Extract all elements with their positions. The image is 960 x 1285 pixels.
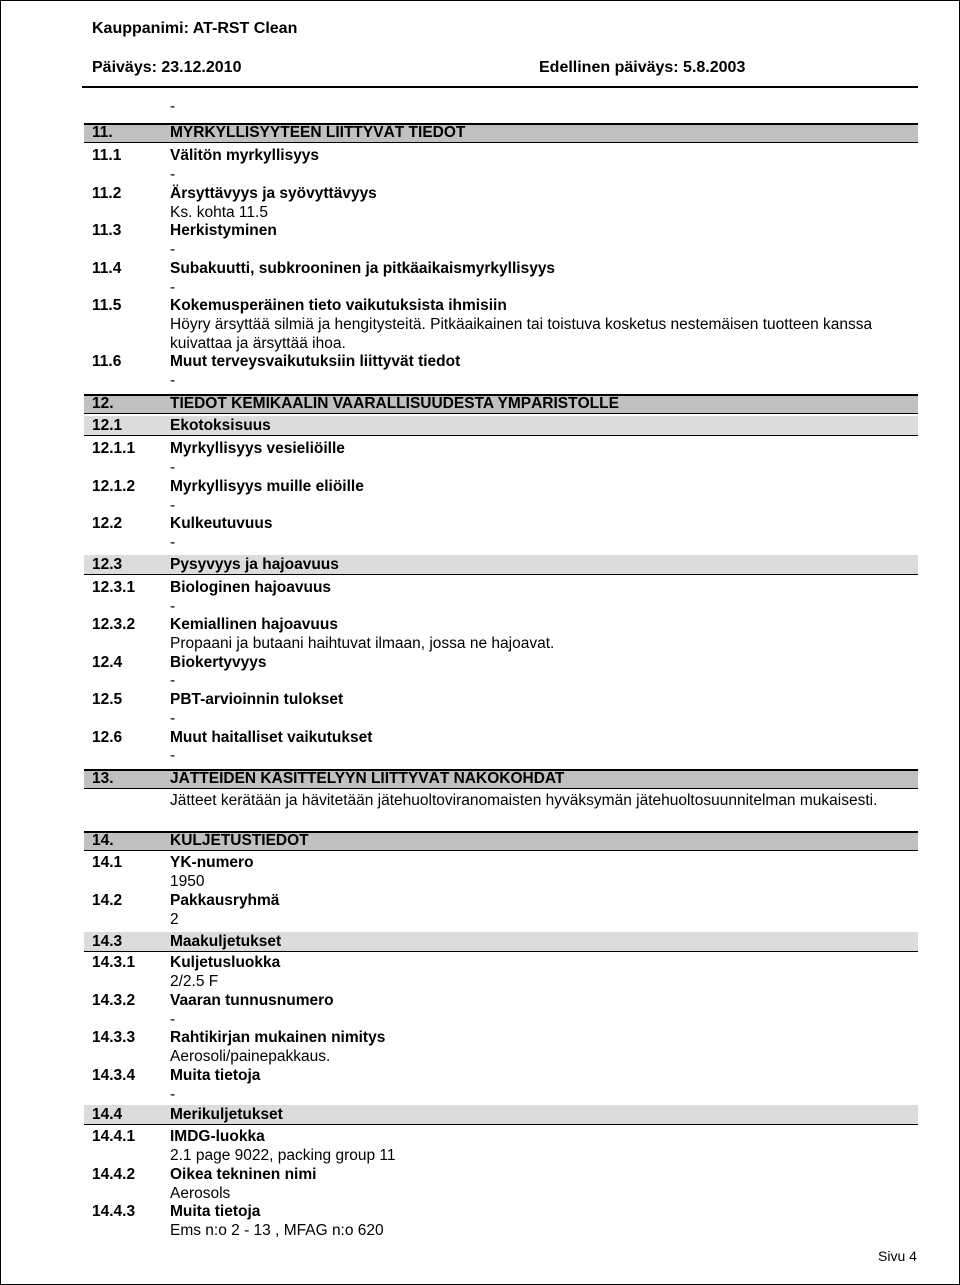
text-row	[0, 1222, 960, 1242]
heading-row	[0, 1029, 960, 1049]
body-text: -	[170, 672, 176, 689]
section-title: Kuljetusluokka	[170, 954, 281, 971]
body-text: 2/2.5 F	[170, 973, 219, 990]
section-number: 13.	[92, 770, 114, 787]
section-title: Biokertyvyys	[170, 654, 267, 671]
heading-row	[0, 556, 960, 576]
heading-row	[0, 933, 960, 953]
heading-row	[0, 395, 960, 415]
section-number: 12.	[92, 395, 114, 412]
body-text: Propaani ja butaani haihtuvat ilmaan, jossa ne hajoavat.	[170, 635, 555, 652]
section-title: Välitön myrkyllisyys	[170, 147, 320, 164]
section-number: 12.2	[92, 515, 123, 532]
section-number: 14.2	[92, 892, 123, 909]
section-number: 12.4	[92, 654, 123, 671]
section-number: 14.4.3	[92, 1203, 136, 1220]
heading-row	[0, 185, 960, 205]
section-number: 12.3	[92, 556, 123, 573]
text-row	[0, 372, 960, 392]
section-number: 12.5	[92, 691, 123, 708]
section-title: Muita tietoja	[170, 1067, 261, 1084]
body-text: -	[170, 1086, 176, 1103]
heading-row	[0, 417, 960, 437]
body-text: -	[170, 459, 176, 476]
body-text: Ks. kohta 11.5	[170, 204, 268, 221]
section-title: Vaaran tunnusnumero	[170, 992, 334, 1009]
heading-row	[0, 832, 960, 852]
text-row	[0, 534, 960, 554]
section-number: 14.3.2	[92, 992, 136, 1009]
text-row	[0, 204, 960, 224]
heading-row	[0, 854, 960, 874]
body-text: -	[170, 166, 176, 183]
text-row	[0, 335, 960, 355]
section-title: Muut haitalliset vaikutukset	[170, 729, 373, 746]
heading-row	[0, 654, 960, 674]
heading-row	[0, 954, 960, 974]
section-title: Muut terveysvaikutuksiin liittyvät tiedot	[170, 353, 461, 370]
section-title: Ärsyttävyys ja syövyttävyys	[170, 185, 377, 202]
previous-date: Edellinen päiväys: 5.8.2003	[539, 59, 746, 76]
section-number: 14.4.1	[92, 1128, 136, 1145]
text-row	[0, 710, 960, 730]
heading-row	[0, 579, 960, 599]
section-title: Ekotoksisuus	[170, 417, 271, 434]
text-row	[0, 1147, 960, 1167]
page-number: Sivu 4	[878, 1248, 917, 1264]
heading-row	[0, 222, 960, 242]
text-row	[0, 873, 960, 893]
heading-row	[0, 770, 960, 790]
text-row	[0, 747, 960, 767]
section-title: IMDG-luokka	[170, 1128, 265, 1145]
section-number: 12.6	[92, 729, 123, 746]
heading-row	[0, 1166, 960, 1186]
body-text: Ems n:o 2 - 13 , MFAG n:o 620	[170, 1222, 384, 1239]
body-text: -	[170, 534, 176, 551]
section-title: Pakkausryhmä	[170, 892, 280, 909]
section-number: 12.3.1	[92, 579, 136, 596]
text-row	[0, 98, 960, 118]
section-number: 11.6	[92, 353, 122, 370]
section-title: Herkistyminen	[170, 222, 277, 239]
heading-row	[0, 124, 960, 144]
body-text: Aerosols	[170, 1185, 231, 1202]
section-number: 12.1.1	[92, 440, 136, 457]
section-title: Merikuljetukset	[170, 1106, 283, 1123]
body-text: Höyry ärsyttää silmiä ja hengitysteitä. Pitkäaikainen tai toistuva kosketus nestemäisen tuotteen kanssa	[170, 316, 873, 333]
body-text: -	[170, 279, 176, 296]
section-title: TIEDOT KEMIKAALIN VAARALLISUUDESTA YMPÄRISTÖLLE	[170, 395, 619, 412]
section-number: 14.4	[92, 1106, 123, 1123]
section-number: 14.3.3	[92, 1029, 136, 1046]
text-row	[0, 316, 960, 336]
date: Päiväys: 23.12.2010	[92, 59, 242, 76]
heading-row	[0, 297, 960, 317]
text-row	[0, 1185, 960, 1205]
heading-row	[0, 616, 960, 636]
body-text: -	[170, 1011, 176, 1028]
text-row	[0, 241, 960, 261]
heading-row	[0, 440, 960, 460]
section-title: PBT-arvioinnin tulokset	[170, 691, 344, 708]
text-row	[0, 598, 960, 618]
section-number: 11.5	[92, 297, 122, 314]
body-text: Aerosoli/painepakkaus.	[170, 1048, 331, 1065]
section-title: Muita tietoja	[170, 1203, 261, 1220]
section-number: 14.3	[92, 933, 123, 950]
heading-row	[0, 729, 960, 749]
body-text: kuivattaa ja ärsyttää ihoa.	[170, 335, 346, 352]
section-title: MYRKYLLISYYTEEN LIITTYVÄT TIEDOT	[170, 124, 466, 141]
section-number: 14.3.1	[92, 954, 136, 971]
section-number: 14.1	[92, 854, 123, 871]
text-row	[0, 166, 960, 186]
section-title: YK-numero	[170, 854, 254, 871]
section-title: Myrkyllisyys muille eliöille	[170, 478, 364, 495]
text-row	[0, 792, 960, 812]
section-number: 11.2	[92, 185, 122, 202]
body-text: -	[170, 241, 176, 258]
section-title: Myrkyllisyys vesieliöille	[170, 440, 345, 457]
body-text: 2.1 page 9022, packing group 11	[170, 1147, 396, 1164]
body-text: -	[170, 598, 176, 615]
section-title: Maakuljetukset	[170, 933, 282, 950]
section-title: KULJETUSTIEDOT	[170, 832, 309, 849]
heading-row	[0, 1128, 960, 1148]
section-title: Oikea tekninen nimi	[170, 1166, 317, 1183]
section-number: 12.3.2	[92, 616, 136, 633]
text-row	[0, 635, 960, 655]
section-title: Pysyvyys ja hajoavuus	[170, 556, 339, 573]
section-number: 11.4	[92, 260, 122, 277]
text-row	[0, 279, 960, 299]
section-number: 12.1	[92, 417, 123, 434]
heading-row	[0, 1067, 960, 1087]
heading-row	[0, 260, 960, 280]
section-number: 14.	[92, 832, 114, 849]
heading-row	[0, 1106, 960, 1126]
text-row	[0, 911, 960, 931]
text-row	[0, 459, 960, 479]
heading-row	[0, 892, 960, 912]
section-title: Kokemusperäinen tieto vaikutuksista ihmisiin	[170, 297, 507, 314]
body-text: 2	[170, 911, 179, 928]
body-text: -	[170, 747, 176, 764]
heading-row	[0, 353, 960, 373]
body-text: -	[170, 710, 176, 727]
company-name: Kauppanimi: AT-RST Clean	[92, 20, 298, 37]
section-title: JÄTTEIDEN KÄSITTELYYN LIITTYVÄT NÄKÖKOHDAT	[170, 770, 565, 787]
section-number: 12.1.2	[92, 478, 136, 495]
body-text: -	[170, 98, 176, 115]
heading-row	[0, 478, 960, 498]
heading-row	[0, 992, 960, 1012]
section-number: 14.3.4	[92, 1067, 136, 1084]
text-row	[0, 672, 960, 692]
section-title: Kemiallinen hajoavuus	[170, 616, 338, 633]
section-title: Rahtikirjan mukainen nimitys	[170, 1029, 386, 1046]
body-text: 1950	[170, 873, 205, 890]
body-text: Jätteet kerätään ja hävitetään jätehuoltoviranomaisten hyväksymän jätehuoltosuunnitelman mukaisesti.	[170, 792, 878, 809]
section-number: 11.3	[92, 222, 122, 239]
text-row	[0, 1086, 960, 1106]
heading-row	[0, 691, 960, 711]
section-number: 14.4.2	[92, 1166, 136, 1183]
heading-row	[0, 1203, 960, 1223]
text-row	[0, 497, 960, 517]
section-title: Biologinen hajoavuus	[170, 579, 332, 596]
heading-row	[0, 147, 960, 167]
text-row	[0, 1011, 960, 1031]
section-title: Kulkeutuvuus	[170, 515, 273, 532]
section-title: Subakuutti, subkrooninen ja pitkäaikaismyrkyllisyys	[170, 260, 556, 277]
body-text: -	[170, 372, 176, 389]
text-row	[0, 1048, 960, 1068]
section-number: 11.1	[92, 147, 122, 164]
section-number: 11.	[92, 124, 113, 141]
heading-row	[0, 515, 960, 535]
header-rule	[82, 86, 918, 88]
body-text: -	[170, 497, 176, 514]
text-row	[0, 973, 960, 993]
